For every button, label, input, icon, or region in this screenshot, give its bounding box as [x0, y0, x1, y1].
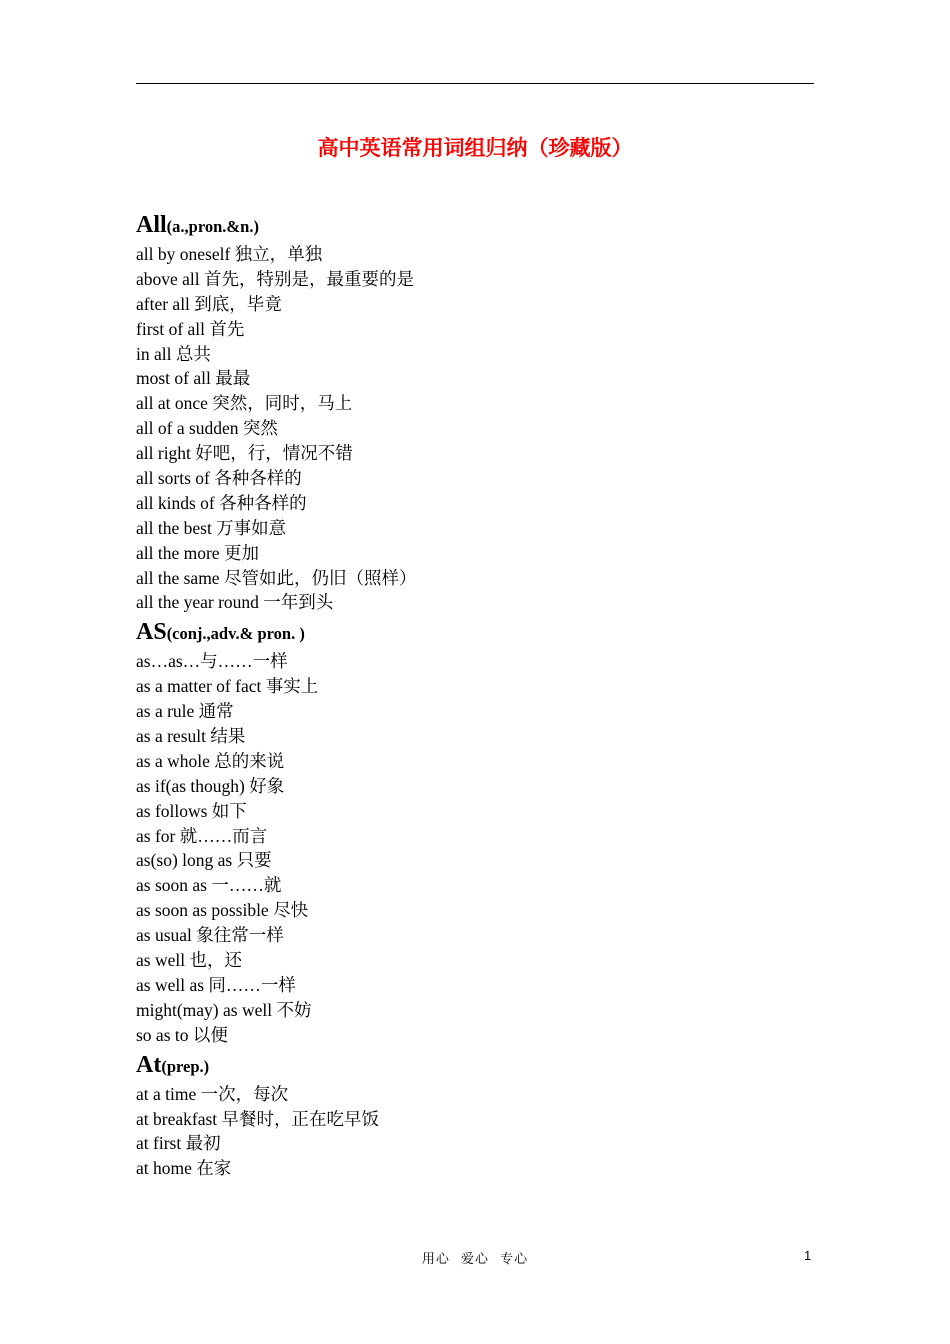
section-part-of-speech: (prep.) [161, 1056, 210, 1076]
phrase-entry: all sorts of 各种各样的 [136, 468, 302, 489]
phrase-entry: as soon as 一……就 [136, 875, 282, 896]
phrase-entry: as a result 结果 [136, 726, 246, 747]
phrase-entry: all of a sudden 突然 [136, 418, 278, 439]
phrase-entry: so as to 以便 [136, 1024, 228, 1045]
phrase-entry: as…as…与……一样 [136, 651, 288, 672]
phrase-entry: as a rule 通常 [136, 701, 234, 722]
phrase-entry: most of all 最最 [136, 368, 251, 389]
phrase-entry: as for 就……而言 [136, 825, 268, 846]
section-heading [136, 208, 814, 242]
phrase-entry: after all 到底，毕竟 [136, 293, 282, 314]
phrase-entry: as soon as possible 尽快 [136, 900, 309, 921]
phrase-entry: at first 最初 [136, 1133, 221, 1154]
page-footer: 用心 爱心 专心 [421, 1252, 529, 1267]
section-heading [136, 615, 814, 649]
phrase-entry: at a time 一次，每次 [136, 1083, 289, 1104]
phrase-entry: first of all 首先 [136, 318, 245, 339]
phrase-entry: all kinds of 各种各样的 [136, 492, 307, 513]
document-body [136, 208, 814, 1181]
phrase-entry: all the year round 一年到头 [136, 592, 334, 613]
section-part-of-speech: (conj.,adv.& pron. ) [166, 624, 305, 644]
phrase-entry: as if(as though) 好象 [136, 775, 285, 796]
phrase-entry: might(may) as well 不妨 [136, 999, 312, 1020]
section-as [136, 615, 814, 1047]
phrase-entry: as a matter of fact 事实上 [136, 676, 319, 697]
phrase-entry: as well as 同……一样 [136, 974, 296, 995]
document-title: 高中英语常用词组归纳（珍藏版） [317, 136, 633, 161]
section-word: AS [136, 619, 167, 646]
phrase-entry: at home 在家 [136, 1158, 232, 1179]
header-rule [136, 83, 814, 84]
phrase-entry: as(so) long as 只要 [136, 850, 272, 871]
phrase-list [136, 649, 814, 1047]
phrase-entry: all the more 更加 [136, 542, 259, 563]
section-heading [136, 1048, 814, 1082]
section-part-of-speech: (a.,pron.&n.) [166, 217, 259, 236]
section-at [136, 1048, 814, 1182]
phrase-entry: in all 总共 [136, 343, 211, 364]
phrase-list [136, 1082, 814, 1182]
phrase-entry: all at once 突然，同时，马上 [136, 393, 353, 414]
phrase-entry: above all 首先，特别是，最重要的是 [136, 268, 415, 289]
phrase-entry: as a whole 总的来说 [136, 750, 285, 771]
phrase-entry: all by oneself 独立，单独 [136, 244, 323, 264]
phrase-entry: all right 好吧，行，情况不错 [136, 443, 353, 464]
section-word: All [136, 212, 167, 238]
phrase-entry: as follows 如下 [136, 800, 247, 821]
phrase-entry: all the same 尽管如此，仍旧（照样） [136, 567, 417, 588]
phrase-entry: at breakfast 早餐时，正在吃早饭 [136, 1108, 380, 1129]
page-number: 1 [804, 1248, 812, 1263]
phrase-entry: as usual 象往常一样 [136, 925, 284, 946]
section-all [136, 208, 814, 615]
section-word: At [136, 1051, 162, 1078]
phrase-list [136, 242, 814, 615]
phrase-entry: as well 也，还 [136, 950, 242, 971]
phrase-entry: all the best 万事如意 [136, 517, 287, 538]
